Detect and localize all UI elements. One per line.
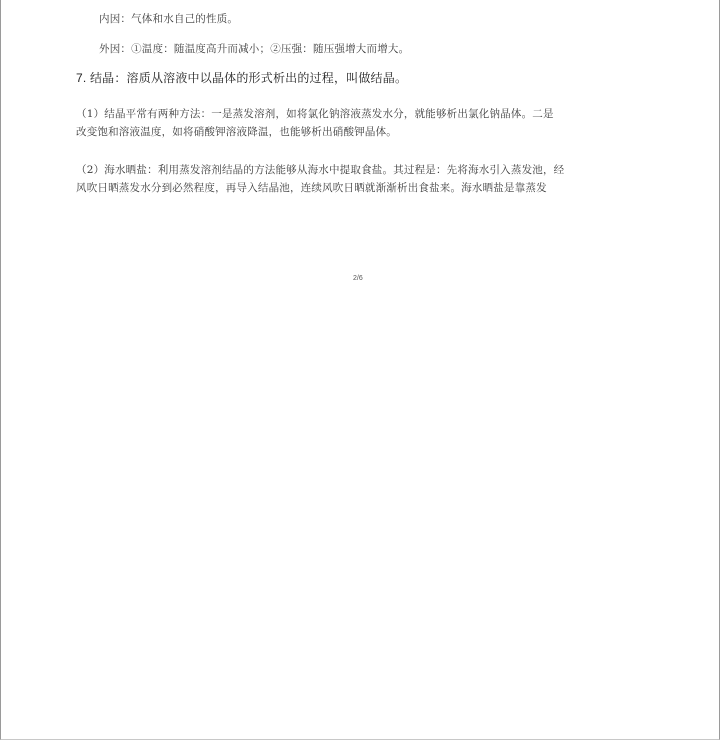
external-cause-line: 外因：①温度：随温度高升而减小；②压强：随压强增大而增大。	[99, 43, 410, 55]
page-number: 2/6	[353, 275, 363, 282]
internal-cause-line: 内因：气体和水自己的性质。	[99, 13, 239, 25]
crystallization-methods-line-2: 改变饱和溶液温度，如将硝酸钾溶液降温，也能够析出硝酸钾晶体。	[76, 126, 397, 138]
sea-salt-line-1: （2）海水晒盐：利用蒸发溶剂结晶的方法能够从海水中提取食盐。其过程是：先将海水引入蒸发池，经	[76, 164, 565, 176]
sea-salt-line-2: 风吹日晒蒸发水分到必然程度，再导入结晶池，连续风吹日晒就渐渐析出食盐来。海水晒盐是靠蒸发	[76, 182, 547, 194]
crystallization-methods-line-1: （1）结晶平常有两种方法：一是蒸发溶剂，如将氯化钠溶液蒸发水分，就能够析出氯化钠晶体。二是	[76, 108, 554, 120]
crystallization-definition: 7. 结晶：溶质从溶液中以晶体的形式析出的过程，叫做结晶。	[76, 71, 408, 85]
